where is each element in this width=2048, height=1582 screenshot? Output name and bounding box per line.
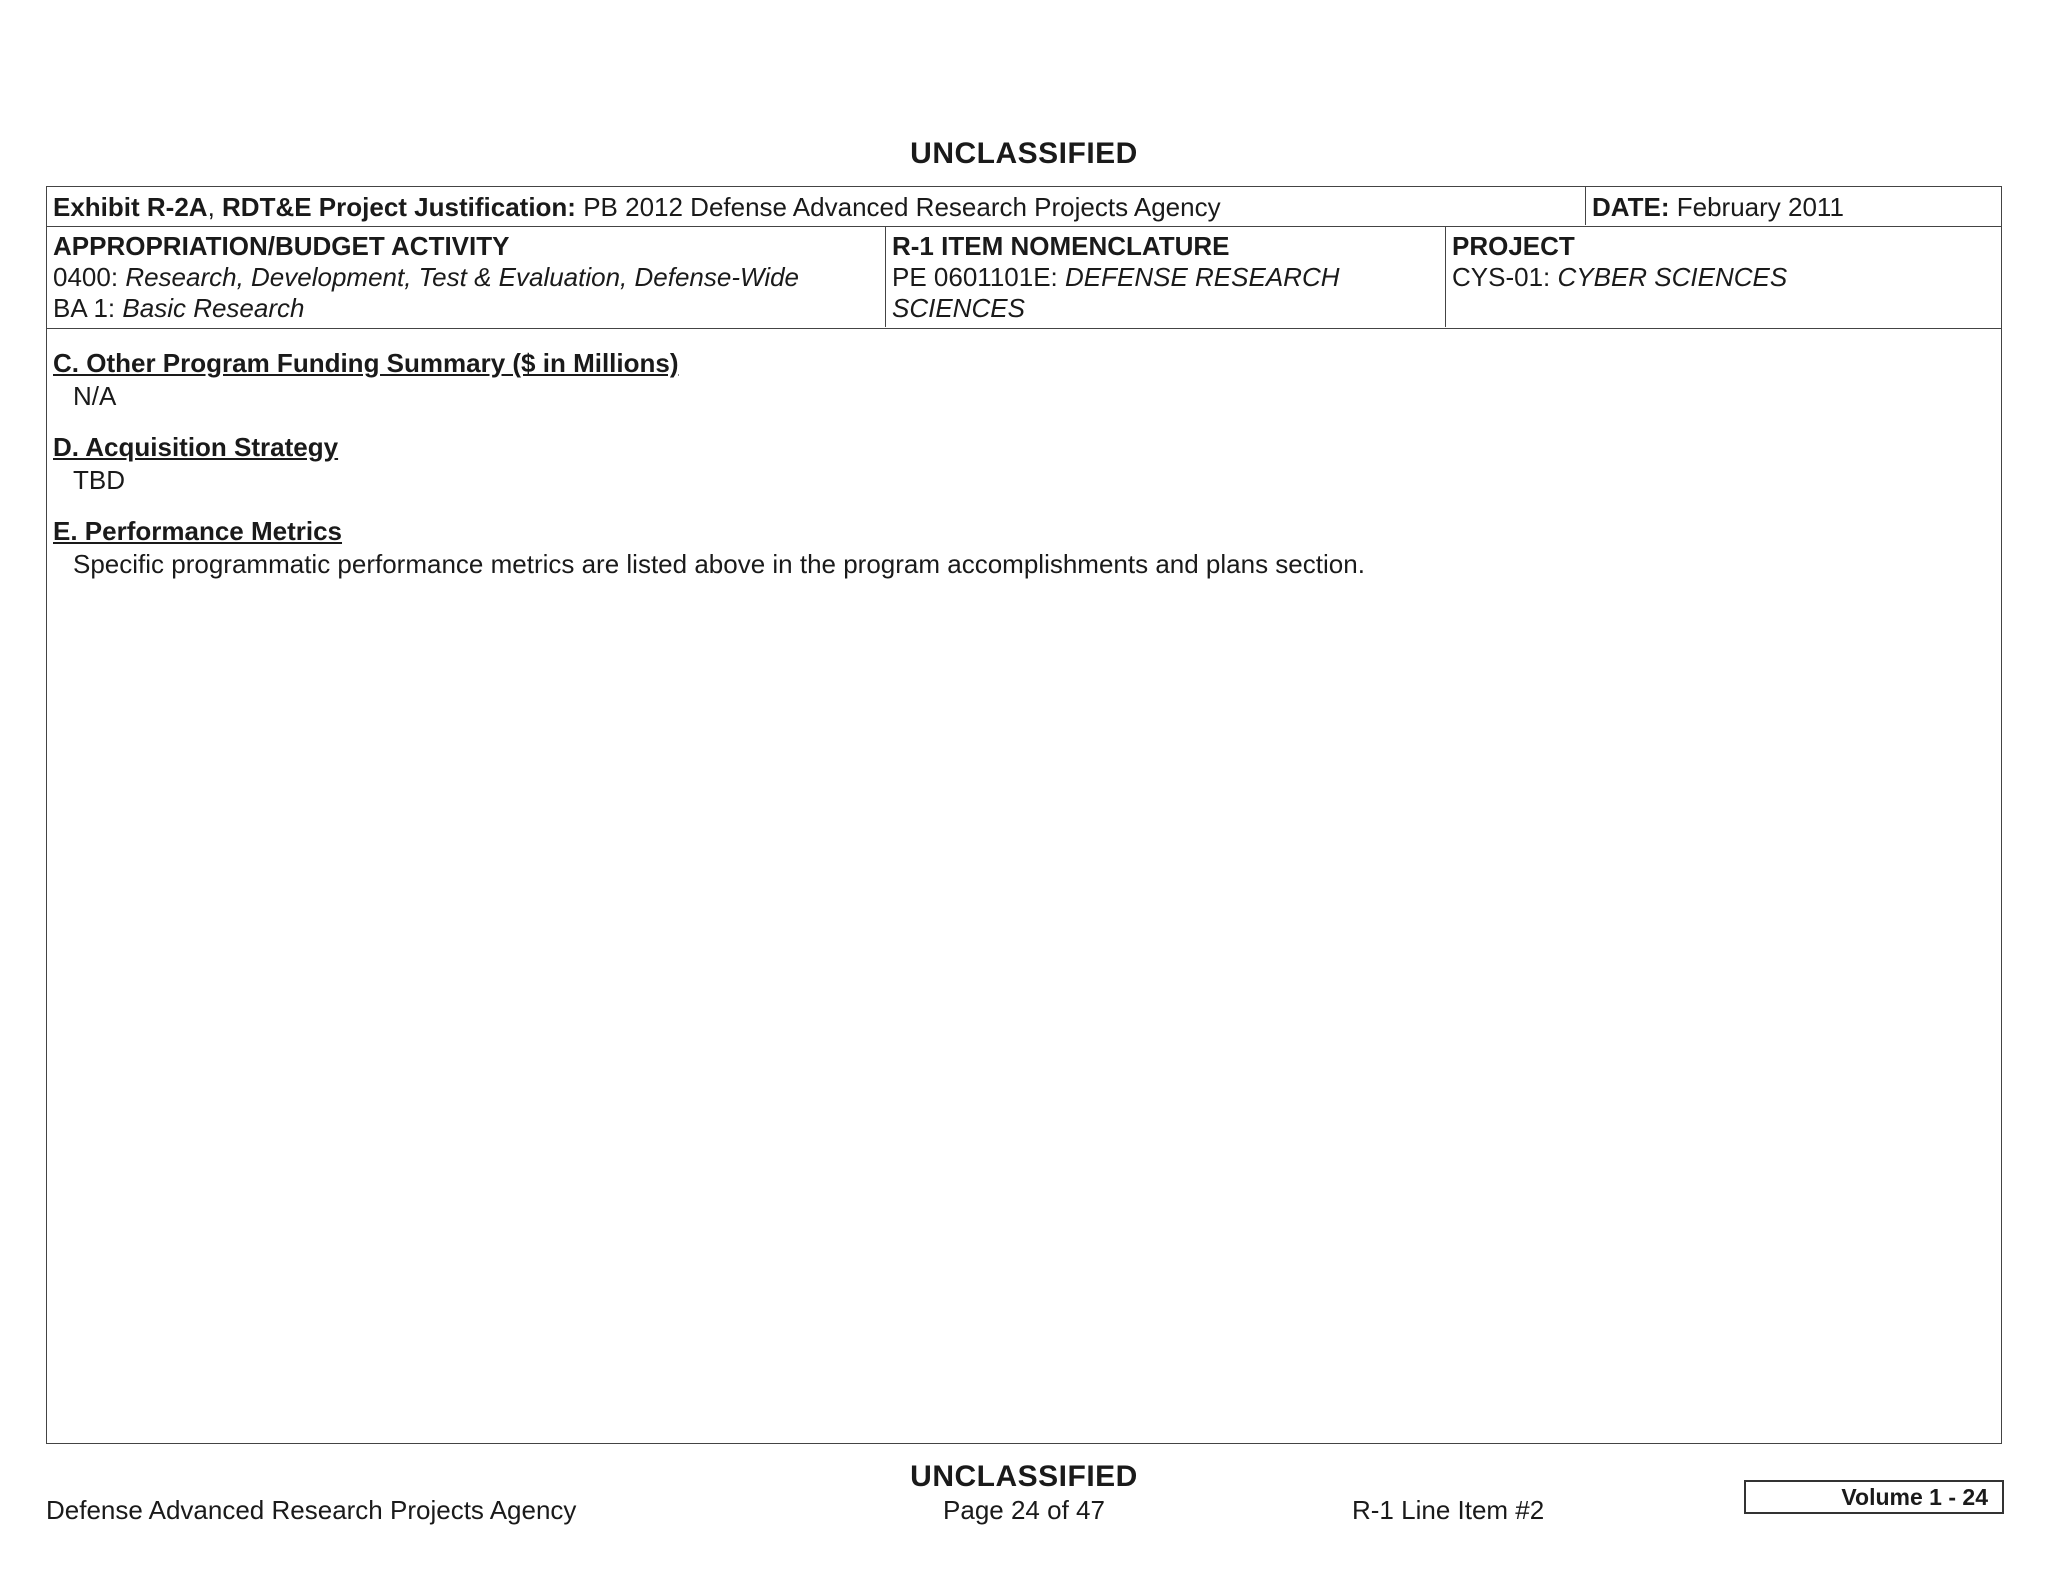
appropriation-cell bbox=[47, 227, 885, 327]
budget-activity-line bbox=[53, 293, 879, 324]
exhibit-title bbox=[53, 192, 1221, 223]
nomenclature-heading: R-1 ITEM NOMENCLATURE bbox=[892, 231, 1230, 261]
footer-line-item: R-1 Line Item #2 bbox=[1352, 1495, 1545, 1525]
exhibit-label: Exhibit R-2A bbox=[53, 192, 208, 222]
section-d-title: D. Acquisition Strategy bbox=[53, 432, 339, 462]
section-acquisition-strategy bbox=[53, 431, 1365, 497]
project-heading: PROJECT bbox=[1452, 231, 1575, 261]
nomenclature-cell bbox=[885, 227, 1445, 327]
classification-top: UNCLASSIFIED bbox=[910, 137, 1138, 170]
budget-activity-text: Basic Research bbox=[122, 293, 305, 323]
section-d-body: TBD bbox=[73, 465, 125, 495]
exhibit-sheet bbox=[46, 186, 2002, 1444]
budget-activity-code: BA 1: bbox=[53, 293, 116, 323]
exhibit-separator: , bbox=[207, 192, 223, 222]
classification-bottom: UNCLASSIFIED bbox=[910, 1460, 1138, 1493]
justification-value: PB 2012 Defense Advanced Research Projects Agency bbox=[583, 192, 1221, 222]
project-cell bbox=[1445, 227, 2001, 327]
date-value: February 2011 bbox=[1676, 192, 1844, 222]
appropriation-code: 0400: bbox=[53, 262, 119, 292]
exhibit-header-row bbox=[47, 187, 2001, 227]
justification-label: RDT&E Project Justification: bbox=[222, 192, 576, 222]
nomenclature-value bbox=[892, 262, 1439, 324]
footer-page-number: Page 24 of 47 bbox=[943, 1495, 1105, 1525]
project-text: CYBER SCIENCES bbox=[1557, 262, 1788, 292]
project-code: CYS-01: bbox=[1452, 262, 1551, 292]
nomenclature-code: PE 0601101E: bbox=[892, 262, 1058, 292]
info-row bbox=[47, 227, 2001, 329]
date-label: DATE: bbox=[1592, 192, 1670, 222]
section-funding-summary bbox=[53, 347, 1365, 413]
project-value bbox=[1452, 262, 1995, 293]
appropriation-line-1 bbox=[53, 262, 879, 293]
appropriation-heading: APPROPRIATION/BUDGET ACTIVITY bbox=[53, 231, 510, 261]
section-e-title: E. Performance Metrics bbox=[53, 516, 343, 546]
section-e-body: Specific programmatic performance metrics are listed above in the program accomplishments and plans section. bbox=[73, 549, 1365, 579]
nomenclature-text: DEFENSE RESEARCH SCIENCES bbox=[892, 262, 1340, 323]
section-performance-metrics bbox=[53, 515, 1365, 581]
date-cell bbox=[1585, 187, 2001, 225]
section-c-body: N/A bbox=[73, 381, 117, 411]
appropriation-text: Research, Development, Test & Evaluation, Defense-Wide bbox=[125, 262, 800, 292]
volume-badge: Volume 1 - 24 bbox=[1744, 1480, 2004, 1514]
footer-agency: Defense Advanced Research Projects Agency bbox=[46, 1495, 577, 1525]
exhibit-content bbox=[53, 347, 1365, 599]
section-c-title: C. Other Program Funding Summary ($ in Millions) bbox=[53, 348, 679, 378]
